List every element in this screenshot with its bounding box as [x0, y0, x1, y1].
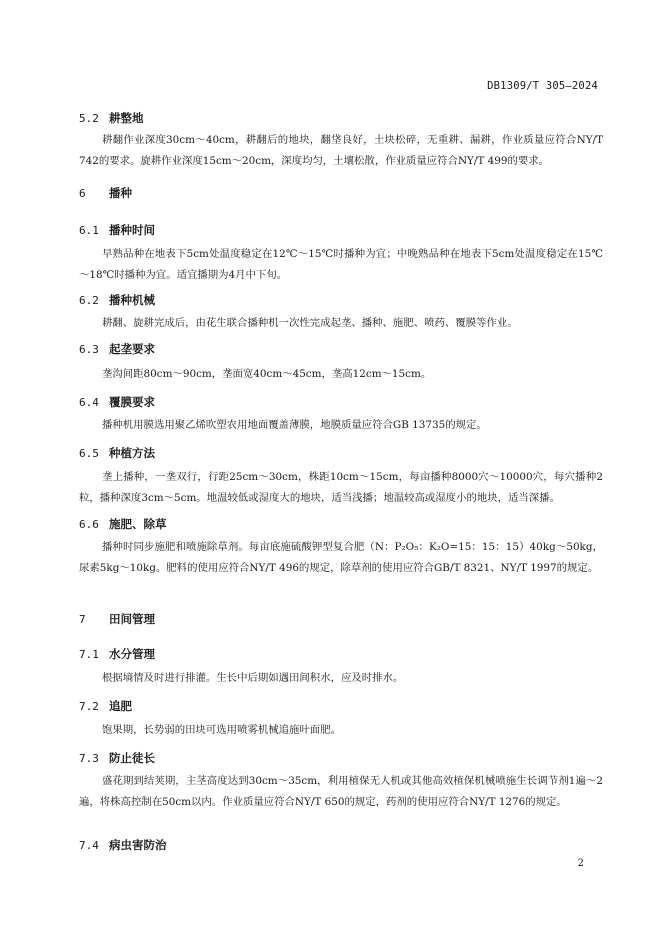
section-heading-7-2	[79, 698, 132, 714]
paragraph-7-1: 根据墒情及时进行排灌。生长中后期如遇田间积水，应及时排水。	[102, 672, 404, 684]
section-heading-6-6	[79, 516, 167, 532]
section-heading-6-3	[79, 341, 155, 357]
section-title: 起垄要求	[109, 342, 155, 356]
section-title: 耕整地	[109, 111, 144, 125]
paragraph-6-1: 早熟品种在地表下5cm处温度稳定在12℃～15℃时播种为宜；中晚熟品种在地表下5cm处温度稳定在15℃～18℃时播种为宜。适宜播期为4月中下旬。	[79, 248, 603, 281]
section-title: 病虫害防治	[109, 838, 167, 852]
section-heading-5-2	[79, 110, 144, 126]
section-title: 播种时间	[109, 223, 155, 237]
paragraph-6-4: 播种机用膜选用聚乙烯吹塑农用地面覆盖薄膜，地膜质量应符合GB 13735的规定。	[102, 419, 487, 431]
section-heading-6	[79, 185, 132, 201]
section-number: 6.3	[79, 343, 99, 356]
section-heading-6-1	[79, 222, 155, 238]
paragraph-5-2: 耕翻作业深度30cm～40cm，耕翻后的地块，翻垡良好，土块松碎，无重耕、漏耕，作业质量应符合NY/T 742的要求。旋耕作业深度15cm～20cm，深度均匀，土壤松散，作业质量应符合NY/T 499的要求。	[79, 134, 603, 167]
section-heading-6-5	[79, 445, 155, 461]
section-title: 播种机械	[109, 293, 155, 307]
section-number: 5.2	[79, 112, 99, 125]
paragraph-6-5: 垄上播种，一垄双行，行距25cm～30cm，株距10cm～15cm，每亩播种8000穴～10000穴，每穴播种2粒，播种深度3cm～5cm。地温较低或湿度大的地块，适当浅播；地温较高或湿度小的地块，适当深播。	[79, 471, 603, 504]
paragraph-6-3: 垄沟间距80cm～90cm，垄面宽40cm～45cm，垄高12cm～15cm。	[102, 368, 432, 380]
section-number: 6	[79, 187, 86, 200]
document-code: DB1309/T 305—2024	[487, 80, 598, 92]
section-title: 播种	[109, 186, 132, 200]
paragraph-7-2: 饱果期，长势弱的田块可选用喷雾机械追施叶面肥。	[102, 724, 341, 736]
paragraph-6-2: 耕翻、旋耕完成后，由花生联合播种机一次性完成起垄、播种、施肥、喷药、覆膜等作业。	[102, 317, 518, 329]
section-title: 水分管理	[109, 647, 155, 661]
section-heading-6-4	[79, 394, 155, 410]
paragraph-7-3: 盛花期到结荚期，主茎高度达到30cm～35cm，利用植保无人机或其他高效植保机械喷施生长调节剂1遍～2遍，将株高控制在50cm以内。作业质量应符合NY/T 650的规定，药剂的使用应符合NY/T 1276的规定。	[79, 775, 603, 808]
section-number: 7	[79, 613, 86, 626]
section-title: 田间管理	[109, 612, 155, 626]
section-number: 6.2	[79, 294, 99, 307]
section-number: 7.3	[79, 752, 99, 765]
section-title: 覆膜要求	[109, 395, 155, 409]
section-number: 6.1	[79, 224, 99, 237]
section-number: 6.6	[79, 518, 99, 531]
section-heading-7-3	[79, 750, 155, 766]
section-number: 7.1	[79, 648, 99, 661]
section-heading-6-2	[79, 292, 155, 308]
section-number: 6.4	[79, 396, 99, 409]
section-heading-7-4	[79, 837, 167, 853]
section-title: 防止徒长	[109, 751, 155, 765]
section-heading-7-1	[79, 646, 155, 662]
section-number: 7.4	[79, 839, 99, 852]
section-number: 6.5	[79, 447, 99, 460]
page-number: 2	[577, 858, 584, 869]
section-heading-7	[79, 611, 155, 627]
paragraph-6-6: 播种时同步施肥和喷施除草剂。每亩底施硫酸钾型复合肥（N：P₂O₅：K₂O=15：15：15）40kg～50kg，尿素5kg～10kg。肥料的使用应符合NY/T 496的规定，除草剂的使用应符合GB/T 8321、NY/T 1997的规定。	[79, 541, 603, 574]
section-title: 种植方法	[109, 446, 155, 460]
section-title: 施肥、除草	[109, 517, 167, 531]
section-number: 7.2	[79, 700, 99, 713]
section-title: 追肥	[109, 699, 132, 713]
